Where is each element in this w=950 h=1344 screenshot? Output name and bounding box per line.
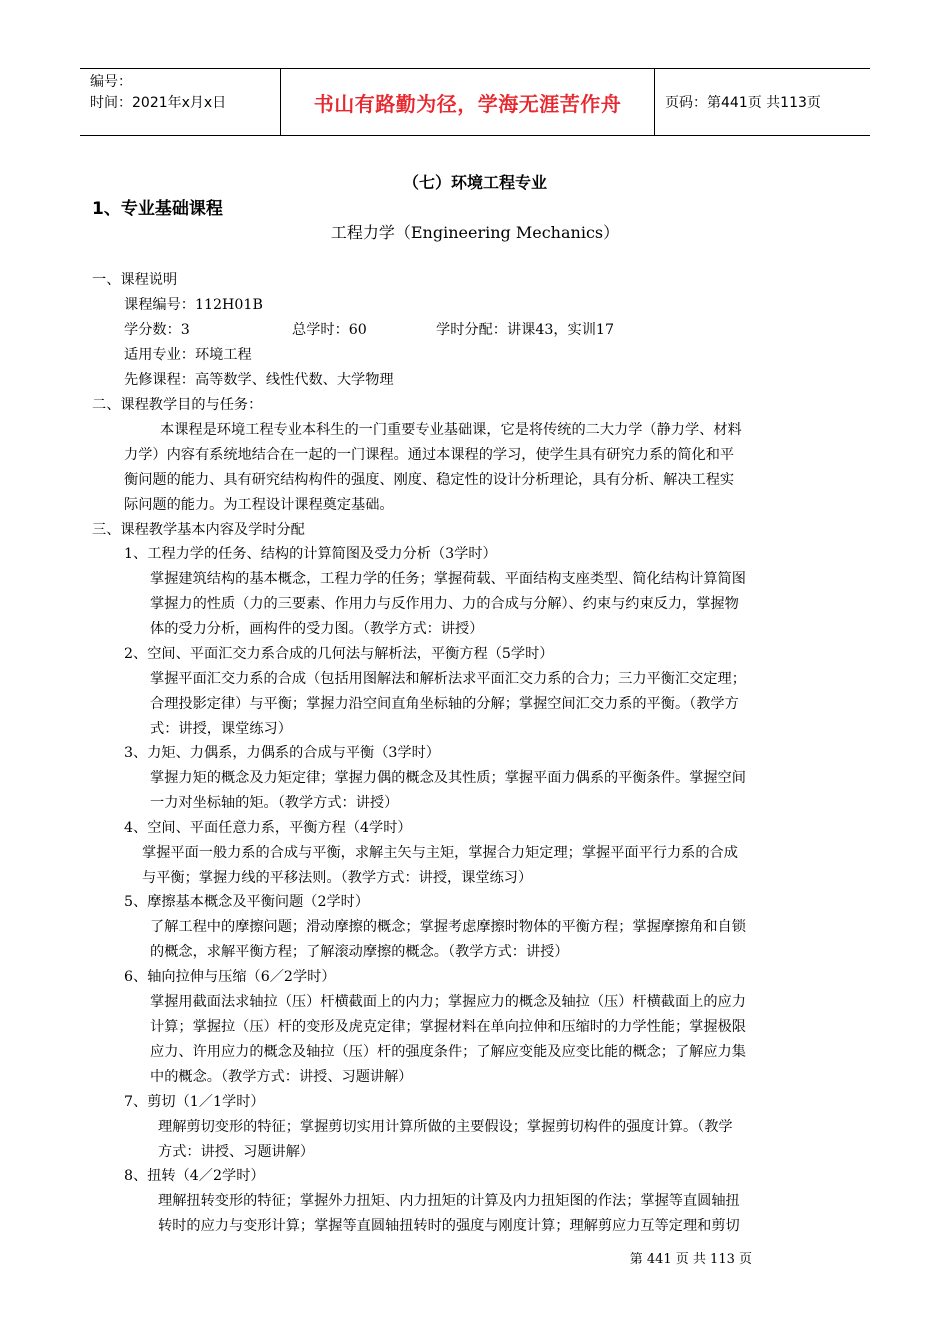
paragraph-line: 掌握建筑结构的基本概念，工程力学的任务；掌握荷载、平面结构支座类型、简化结构计算简图 [150, 571, 746, 587]
paragraph-line: 掌握平面汇交力系的合成（包括用图解法和解析法求平面汇交力系的合力；三力平衡汇交定理； [150, 671, 746, 687]
header-meta [80, 69, 281, 135]
paragraph-line: 式：讲授，课堂练习） [150, 721, 292, 737]
prerequisites: 先修课程：高等数学、线性代数、大学物理 [124, 372, 394, 388]
topic-heading: 1、工程力学的任务、结构的计算简图及受力分析（3学时） [124, 546, 497, 562]
header-page-info: 页码：第441页 共113页 [665, 95, 821, 111]
paragraph-line: 际问题的能力。为工程设计课程奠定基础。 [124, 497, 394, 513]
paragraph-line: 应力、许用应力的概念及轴拉（压）杆的强度条件；了解应变能及应变比能的概念；了解应力集 [150, 1044, 746, 1060]
paragraph-line: 合理投影定律）与平衡；掌握力沿空间直角坐标轴的分解；掌握空间汇交力系的平衡。（教学方 [150, 696, 739, 712]
paragraph-line: 一力对坐标轴的矩。（教学方式：讲授） [150, 795, 399, 811]
paragraph-line: 理解剪切变形的特征；掌握剪切实用计算所做的主要假设；掌握剪切构件的强度计算。（教学 [158, 1119, 733, 1135]
paragraph-line: 掌握用截面法求轴拉（压）杆横截面上的内力；掌握应力的概念及轴拉（压）杆横截面上的应力 [150, 994, 746, 1010]
number-label: 编号： [90, 74, 132, 90]
paragraph-line: 中的概念。（教学方式：讲授、习题讲解） [150, 1069, 413, 1085]
heading-course-description: 一、课程说明 [92, 272, 178, 288]
topic-heading: 5、摩擦基本概念及平衡问题（2学时） [124, 894, 370, 910]
topic-heading: 4、空间、平面任意力系，平衡方程（4学时） [124, 820, 412, 836]
paragraph-line: 了解工程中的摩擦问题；滑动摩擦的概念；掌握考虑摩擦时物体的平衡方程；掌握摩擦角和自锁 [150, 919, 746, 935]
topic-heading: 2、空间、平面汇交力系合成的几何法与解析法，平衡方程（5学时） [124, 646, 554, 662]
heading-objectives: 二、课程教学目的与任务： [92, 397, 263, 413]
header-motto: 书山有路勤为径，学海无涯苦作舟 [281, 69, 655, 135]
topic-heading: 7、剪切（1／1学时） [124, 1094, 265, 1110]
paragraph-line: 转时的应力与变形计算；掌握等直圆轴扭转时的强度与刚度计算；理解剪应力互等定理和剪切 [158, 1218, 740, 1234]
paragraph-line: 掌握力的性质（力的三要素、作用力与反作用力、力的合成与分解）、约束与约束反力，掌握物 [150, 596, 739, 612]
paragraph-line: 的概念，求解平衡方程；了解滚动摩擦的概念。（教学方式：讲授） [150, 944, 569, 960]
course-code: 课程编号：112H01B [124, 297, 263, 313]
paragraph-line: 掌握平面一般力系的合成与平衡，求解主矢与主矩，掌握合力矩定理；掌握平面平行力系的合成 [142, 845, 738, 861]
section-title: （七）环境工程专业 [402, 173, 547, 192]
credits: 学分数：3 [124, 322, 190, 338]
document-header [80, 68, 870, 136]
paragraph-line: 计算；掌握拉（压）杆的变形及虎克定律；掌握材料在单向拉伸和压缩时的力学性能；掌握极限 [150, 1019, 746, 1035]
topic-heading: 8、扭转（4／2学时） [124, 1168, 265, 1184]
total-hours: 总学时：60 [292, 322, 367, 338]
paragraph-line: 体的受力分析，画构件的受力图。（教学方式：讲授） [150, 621, 484, 637]
topic-heading: 6、轴向拉伸与压缩（6／2学时） [124, 969, 336, 985]
topic-heading: 3、力矩、力偶系，力偶系的合成与平衡（3学时） [124, 745, 440, 761]
paragraph-line: 理解扭转变形的特征；掌握外力扭矩、内力扭矩的计算及内力扭矩图的作法；掌握等直圆轴扭 [158, 1193, 740, 1209]
paragraph-line: 掌握力矩的概念及力矩定律；掌握力偶的概念及其性质；掌握平面力偶系的平衡条件。掌握空间 [150, 770, 746, 786]
paragraph-line: 力学）内容有系统地结合在一起的一门课程。通过本课程的学习，使学生具有研究力系的简化和平 [124, 447, 735, 463]
hour-allocation: 学时分配：讲课43，实训17 [436, 322, 614, 338]
page-footer: 第 441 页 共 113 页 [629, 1252, 752, 1267]
paragraph-line: 与平衡；掌握力线的平移法则。（教学方式：讲授，课堂练习） [142, 870, 533, 886]
category-title: 1、专业基础课程 [92, 199, 223, 219]
paragraph-line: 衡问题的能力、具有研究结构构件的强度、刚度、稳定性的设计分析理论，具有分析、解决工程实 [124, 472, 735, 488]
paragraph-line: 方式：讲授、习题讲解） [158, 1144, 315, 1160]
heading-content: 三、课程教学基本内容及学时分配 [92, 522, 305, 538]
course-title: 工程力学（Engineering Mechanics） [330, 223, 620, 242]
applicable-major: 适用专业：环境工程 [124, 347, 252, 363]
time-label: 时间：2021年x月x日 [90, 95, 227, 111]
paragraph-line: 本课程是环境工程专业本科生的一门重要专业基础课，它是将传统的二大力学（静力学、材料 [160, 422, 742, 438]
